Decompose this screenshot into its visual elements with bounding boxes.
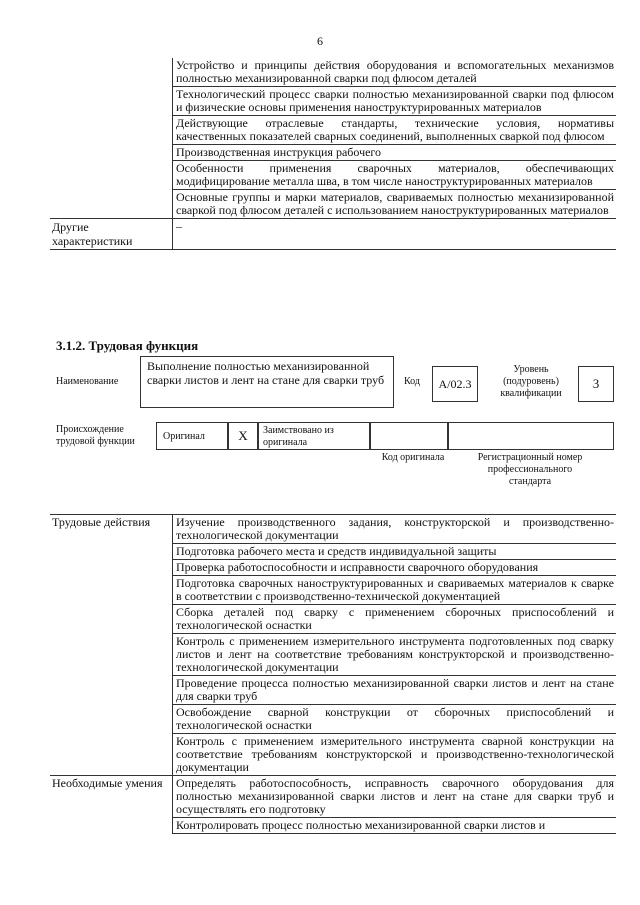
borrowed-cell: Заимствовано из оригинала — [258, 422, 370, 450]
empty-label-cell — [50, 161, 173, 190]
labor-action-item: Подготовка рабочего места и средств индивидуальной защиты — [173, 544, 617, 560]
labor-action-item: Контроль с применением измерительного инструмента подготовленных под сварку листов и лент на соответствие требованиям конструкторской и производственно-технологической документации — [173, 634, 617, 676]
empty-label-cell — [50, 818, 173, 834]
empty-label-cell — [50, 605, 173, 634]
level-label: Уровень (подуровень) квалификации — [500, 364, 562, 399]
empty-label-cell — [50, 190, 173, 219]
empty-label-cell — [50, 676, 173, 705]
empty-label-cell — [50, 87, 173, 116]
knowledge-item: Действующие отраслевые стандарты, технические условия, нормативы качественных показателей сварных соединений, выполненных сваркой под флюсом — [173, 116, 617, 145]
required-skills-label: Необходимые умения — [50, 776, 173, 818]
labor-action-item: Сборка деталей под сварку с применением сборочных приспособлений и технологической оснастки — [173, 605, 617, 634]
knowledge-table — [50, 58, 616, 250]
labor-action-item: Подготовка сварочных наноструктурированных и свариваемых материалов к сварке в соответствии с производственно-технической документацией — [173, 576, 617, 605]
empty-label-cell — [50, 145, 173, 161]
empty-label-cell — [50, 544, 173, 560]
empty-label-cell — [50, 734, 173, 776]
labor-actions-label: Трудовые действия — [50, 515, 173, 544]
page-number: 6 — [317, 34, 323, 48]
labor-action-item: Изучение производственного задания, конструкторской и производственно-технологической документации — [173, 515, 617, 544]
empty-label-cell — [50, 705, 173, 734]
other-characteristics-value: – — [173, 219, 617, 250]
labor-functions-table — [50, 514, 616, 834]
code-label: Код — [404, 376, 420, 387]
knowledge-label-cell — [50, 58, 173, 87]
registration-number-cell — [448, 422, 614, 450]
empty-label-cell — [50, 634, 173, 676]
original-code-caption: Код оригинала — [381, 452, 445, 463]
required-skill-item: Определять работоспособность, исправность сварочного оборудования для полностью механизированной сварки листов и лент на стане для сварки труб и осуществлять его подготовку — [173, 776, 617, 818]
knowledge-item: Технологический процесс сварки полностью механизированной сварки под флюсом и физические основы применения наноструктурированных материалов — [173, 87, 617, 116]
labor-action-item: Контроль с применением измерительного инструмента сварной конструкции на соответствие требованиям конструкторской и производственно-технологической документации — [173, 734, 617, 776]
knowledge-item: Производственная инструкция рабочего — [173, 145, 617, 161]
original-mark: X — [228, 422, 258, 450]
labor-action-item: Освобождение сварной конструкции от сборочных приспособлений и технологической оснастки — [173, 705, 617, 734]
original-cell: Оригинал — [156, 422, 228, 450]
code-value-box: A/02.3 — [432, 366, 478, 402]
function-name-box: Выполнение полностью механизированной сварки листов и лент на стане для сварки труб — [140, 356, 394, 408]
level-value-box: 3 — [578, 366, 614, 402]
knowledge-item: Устройство и принципы действия оборудования и вспомогательных механизмов полностью механизированной сварки под флюсом деталей — [173, 58, 617, 87]
labor-action-item: Проверка работоспособности и исправности сварочного оборудования — [173, 560, 617, 576]
required-skill-item: Контролировать процесс полностью механизированной сварки листов и — [173, 818, 617, 834]
knowledge-item: Особенности применения сварочных материалов, обеспечивающих модифицирование металла шва, в том числе наноструктурированных материалов — [173, 161, 617, 190]
empty-label-cell — [50, 576, 173, 605]
origin-label: Происхождение трудовой функции — [56, 424, 135, 447]
empty-label-cell — [50, 560, 173, 576]
empty-label-cell — [50, 116, 173, 145]
knowledge-item: Основные группы и марки материалов, свариваемых полностью механизированной сваркой под флюсом деталей с использованием наноструктурированных материалов — [173, 190, 617, 219]
labor-action-item: Проведение процесса полностью механизированной сварки листов и лент на стане для сварки труб — [173, 676, 617, 705]
original-code-cell — [370, 422, 448, 450]
section-title: 3.1.2. Трудовая функция — [56, 338, 199, 353]
registration-number-caption: Регистрационный номер профессионального стандарта — [477, 452, 583, 487]
other-characteristics-label: Другие характеристики — [50, 219, 173, 250]
name-label: Наименование — [56, 376, 119, 387]
